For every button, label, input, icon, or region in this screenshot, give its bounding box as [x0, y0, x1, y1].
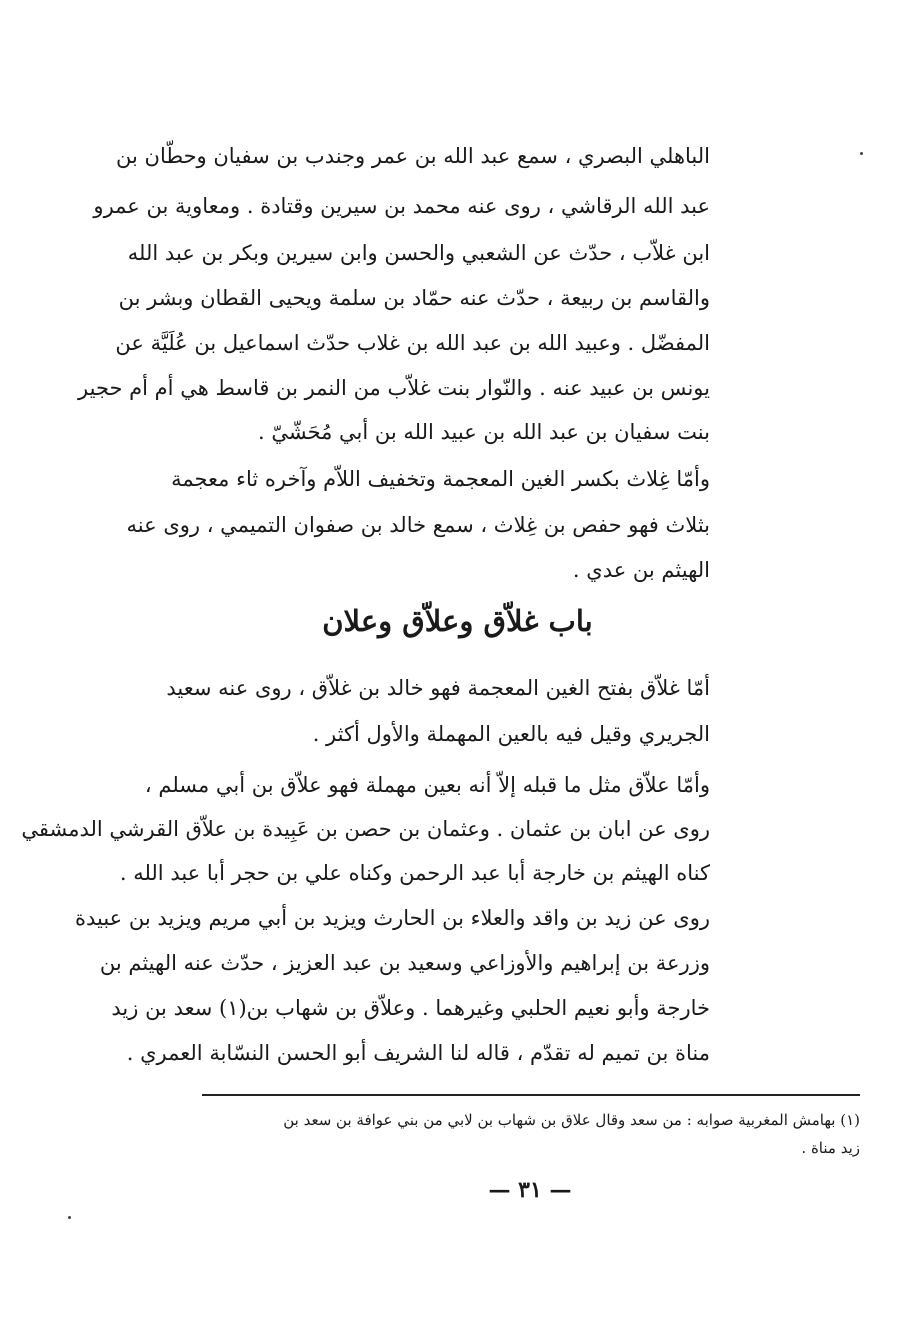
- text-line: روى عن ابان بن عثمان . وعثمان بن حصن بن عَبِيدة بن علاّق القرشي الدمشقي: [21, 817, 710, 841]
- scan-speck: [68, 1216, 71, 1219]
- page-number: — ٣١ —: [488, 1177, 572, 1203]
- text-line: وأمّا علاّق مثل ما قبله إلاّ أنه بعين مهملة فهو علاّق بن أبي مسلم ،: [144, 773, 710, 797]
- text-line: الهيثم بن عدي .: [572, 558, 710, 582]
- text-line: الباهلي البصري ، سمع عبد الله بن عمر وجندب بن سفيان وحطّان بن: [116, 144, 710, 168]
- section-title: باب غلاّق وعلاّق وعلان: [322, 604, 593, 638]
- footnote-rule: [202, 1094, 860, 1096]
- text-line: أمّا غلاّق بفتح الغين المعجمة فهو خالد بن غلاّق ، روى عنه سعيد: [166, 676, 710, 700]
- text-line: وأمّا غِلاث بكسر الغين المعجمة وتخفيف اللاّم وآخره ثاء معجمة: [171, 467, 710, 491]
- text-line: يونس بن عبيد عنه . والنّوار بنت غلاّب من النمر بن قاسط هي أم أم حجير: [78, 376, 710, 400]
- text-line: وزرعة بن إبراهيم والأوزاعي وسعيد بن عبد العزيز ، حدّث عنه الهيثم بن: [99, 951, 710, 975]
- text-line: عبد الله الرقاشي ، روى عنه محمد بن سيرين وقتادة . ومعاوية بن عمرو: [93, 194, 710, 218]
- footnote-line: زيد مناة .: [801, 1139, 860, 1157]
- text-line: بثلاث فهو حفص بن غِلاث ، سمع خالد بن صفوان التميمي ، روى عنه: [126, 513, 710, 537]
- text-line: كناه الهيثم بن خارجة أبا عبد الرحمن وكناه علي بن حجر أبا عبد الله .: [119, 861, 710, 885]
- text-line: المفضّل . وعبيد الله بن عبد الله بن غلاب حدّث اسماعيل بن عُلَيَّة عن: [115, 331, 710, 355]
- text-line: ابن غلاّب ، حدّث عن الشعبي والحسن وابن سيرين وبكر بن عبد الله: [127, 241, 710, 265]
- text-line: خارجة وأبو نعيم الحلبي وغيرهما . وعلاّق بن شهاب بن(١) سعد بن زيد: [111, 996, 710, 1020]
- text-line: مناة بن تميم له تقدّم ، قاله لنا الشريف أبو الحسن النسّابة العمري .: [126, 1041, 710, 1065]
- scan-speck: [860, 152, 863, 155]
- text-line: الجريري وقيل فيه بالعين المهملة والأول أكثر .: [312, 722, 710, 746]
- text-line: والقاسم بن ربيعة ، حدّث عنه حمّاد بن سلمة ويحيى القطان وبشر بن: [118, 286, 710, 310]
- text-line: روى عن زيد بن واقد والعلاء بن الحارث ويزيد بن أبي مريم ويزيد بن عبيدة: [74, 906, 710, 930]
- text-line: بنت سفيان بن عبد الله بن عبيد الله بن أبي مُحَشّيّ .: [257, 420, 710, 444]
- footnote-line: (١) بهامش المغربية صوابه : من سعد وقال علاق بن شهاب بن لابي من بني عوافة بن سعد بن: [283, 1111, 860, 1129]
